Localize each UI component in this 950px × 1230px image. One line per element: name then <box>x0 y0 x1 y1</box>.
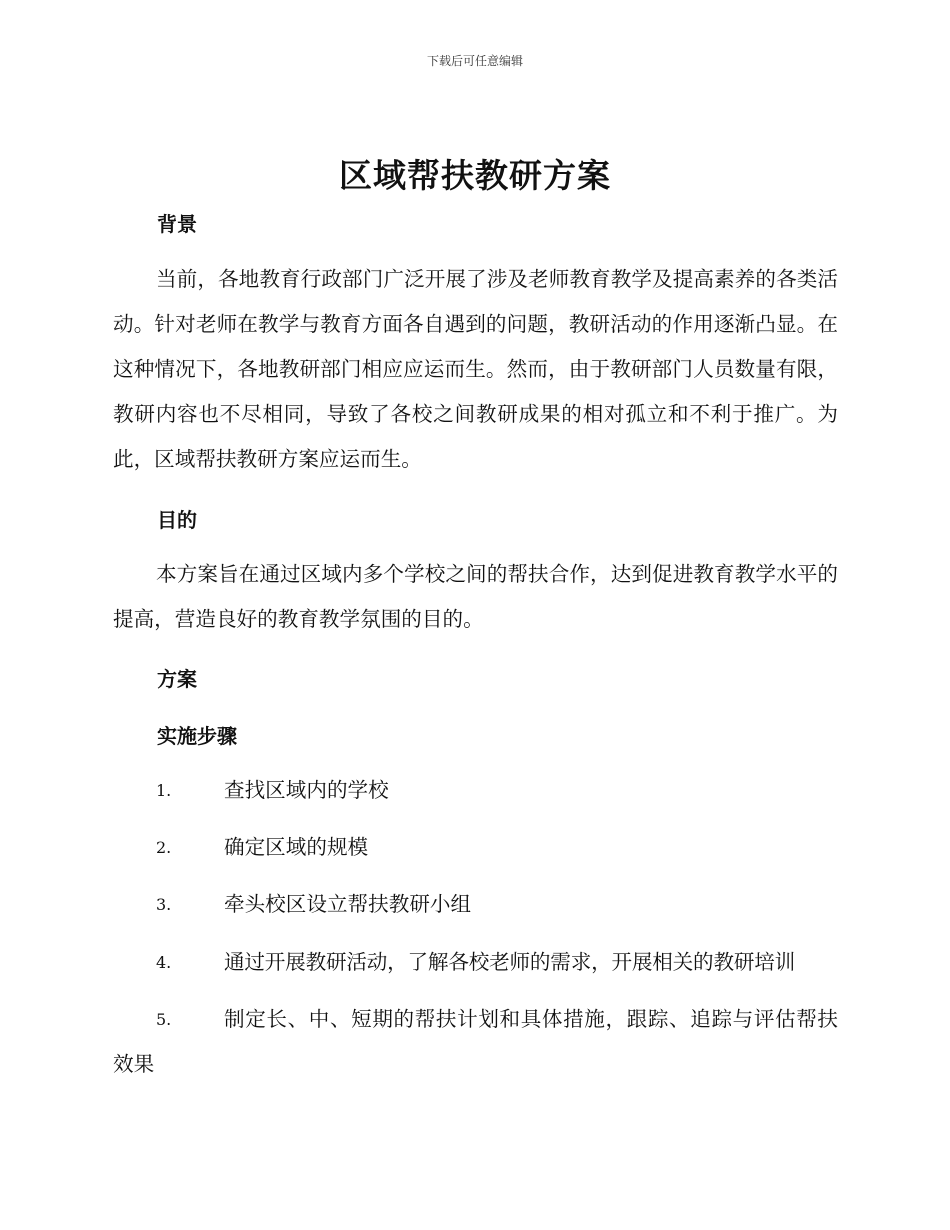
section-heading-background: 背景 <box>157 212 197 236</box>
background-paragraph: 当前，各地教育行政部门广泛开展了涉及老师教育教学及提高素养的各类活动。针对老师在教学与教育方面各自遇到的问题，教研活动的作用逐渐凸显。在这种情况下，各地教研部门相应应运而生。然而，由于教研部门人员数量有限，教研内容也不尽相同，导致了各校之间教研成果的相对孤立和不利于推广。为此，区域帮扶教研方案应运而生。 <box>113 267 838 471</box>
step-text: 确定区域的规模 <box>224 835 369 859</box>
header-note: 下载后可任意编辑 <box>426 54 523 68</box>
step-text: 查找区域内的学校 <box>224 778 389 802</box>
purpose-paragraph: 本方案旨在通过区域内多个学校之间的帮扶合作，达到促进教育教学水平的提高，营造良好的教育教学氛围的目的。 <box>113 562 838 631</box>
section-heading-purpose: 目的 <box>157 508 197 532</box>
step-item-4 <box>113 940 838 985</box>
step-item-3 <box>113 882 838 927</box>
section-heading-plan: 方案 <box>157 667 197 691</box>
step-number: 3. <box>156 895 172 914</box>
step-text: 通过开展教研活动，了解各校老师的需求，开展相关的教研培训 <box>224 950 796 974</box>
step-number: 5. <box>156 1010 172 1029</box>
step-number: 1. <box>156 781 172 800</box>
step-text: 牵头校区设立帮扶教研小组 <box>224 892 472 916</box>
step-item-5 <box>113 997 838 1087</box>
step-number: 4. <box>156 953 172 972</box>
step-item-1 <box>113 768 838 813</box>
section-heading-steps: 实施步骤 <box>157 724 237 748</box>
step-text: 制定长、中、短期的帮扶计划和具体措施，跟踪、追踪与评估帮扶效果 <box>113 1007 838 1076</box>
step-item-2 <box>113 825 838 870</box>
step-number: 2. <box>156 838 172 857</box>
document-title: 区域帮扶教研方案 <box>339 156 611 195</box>
